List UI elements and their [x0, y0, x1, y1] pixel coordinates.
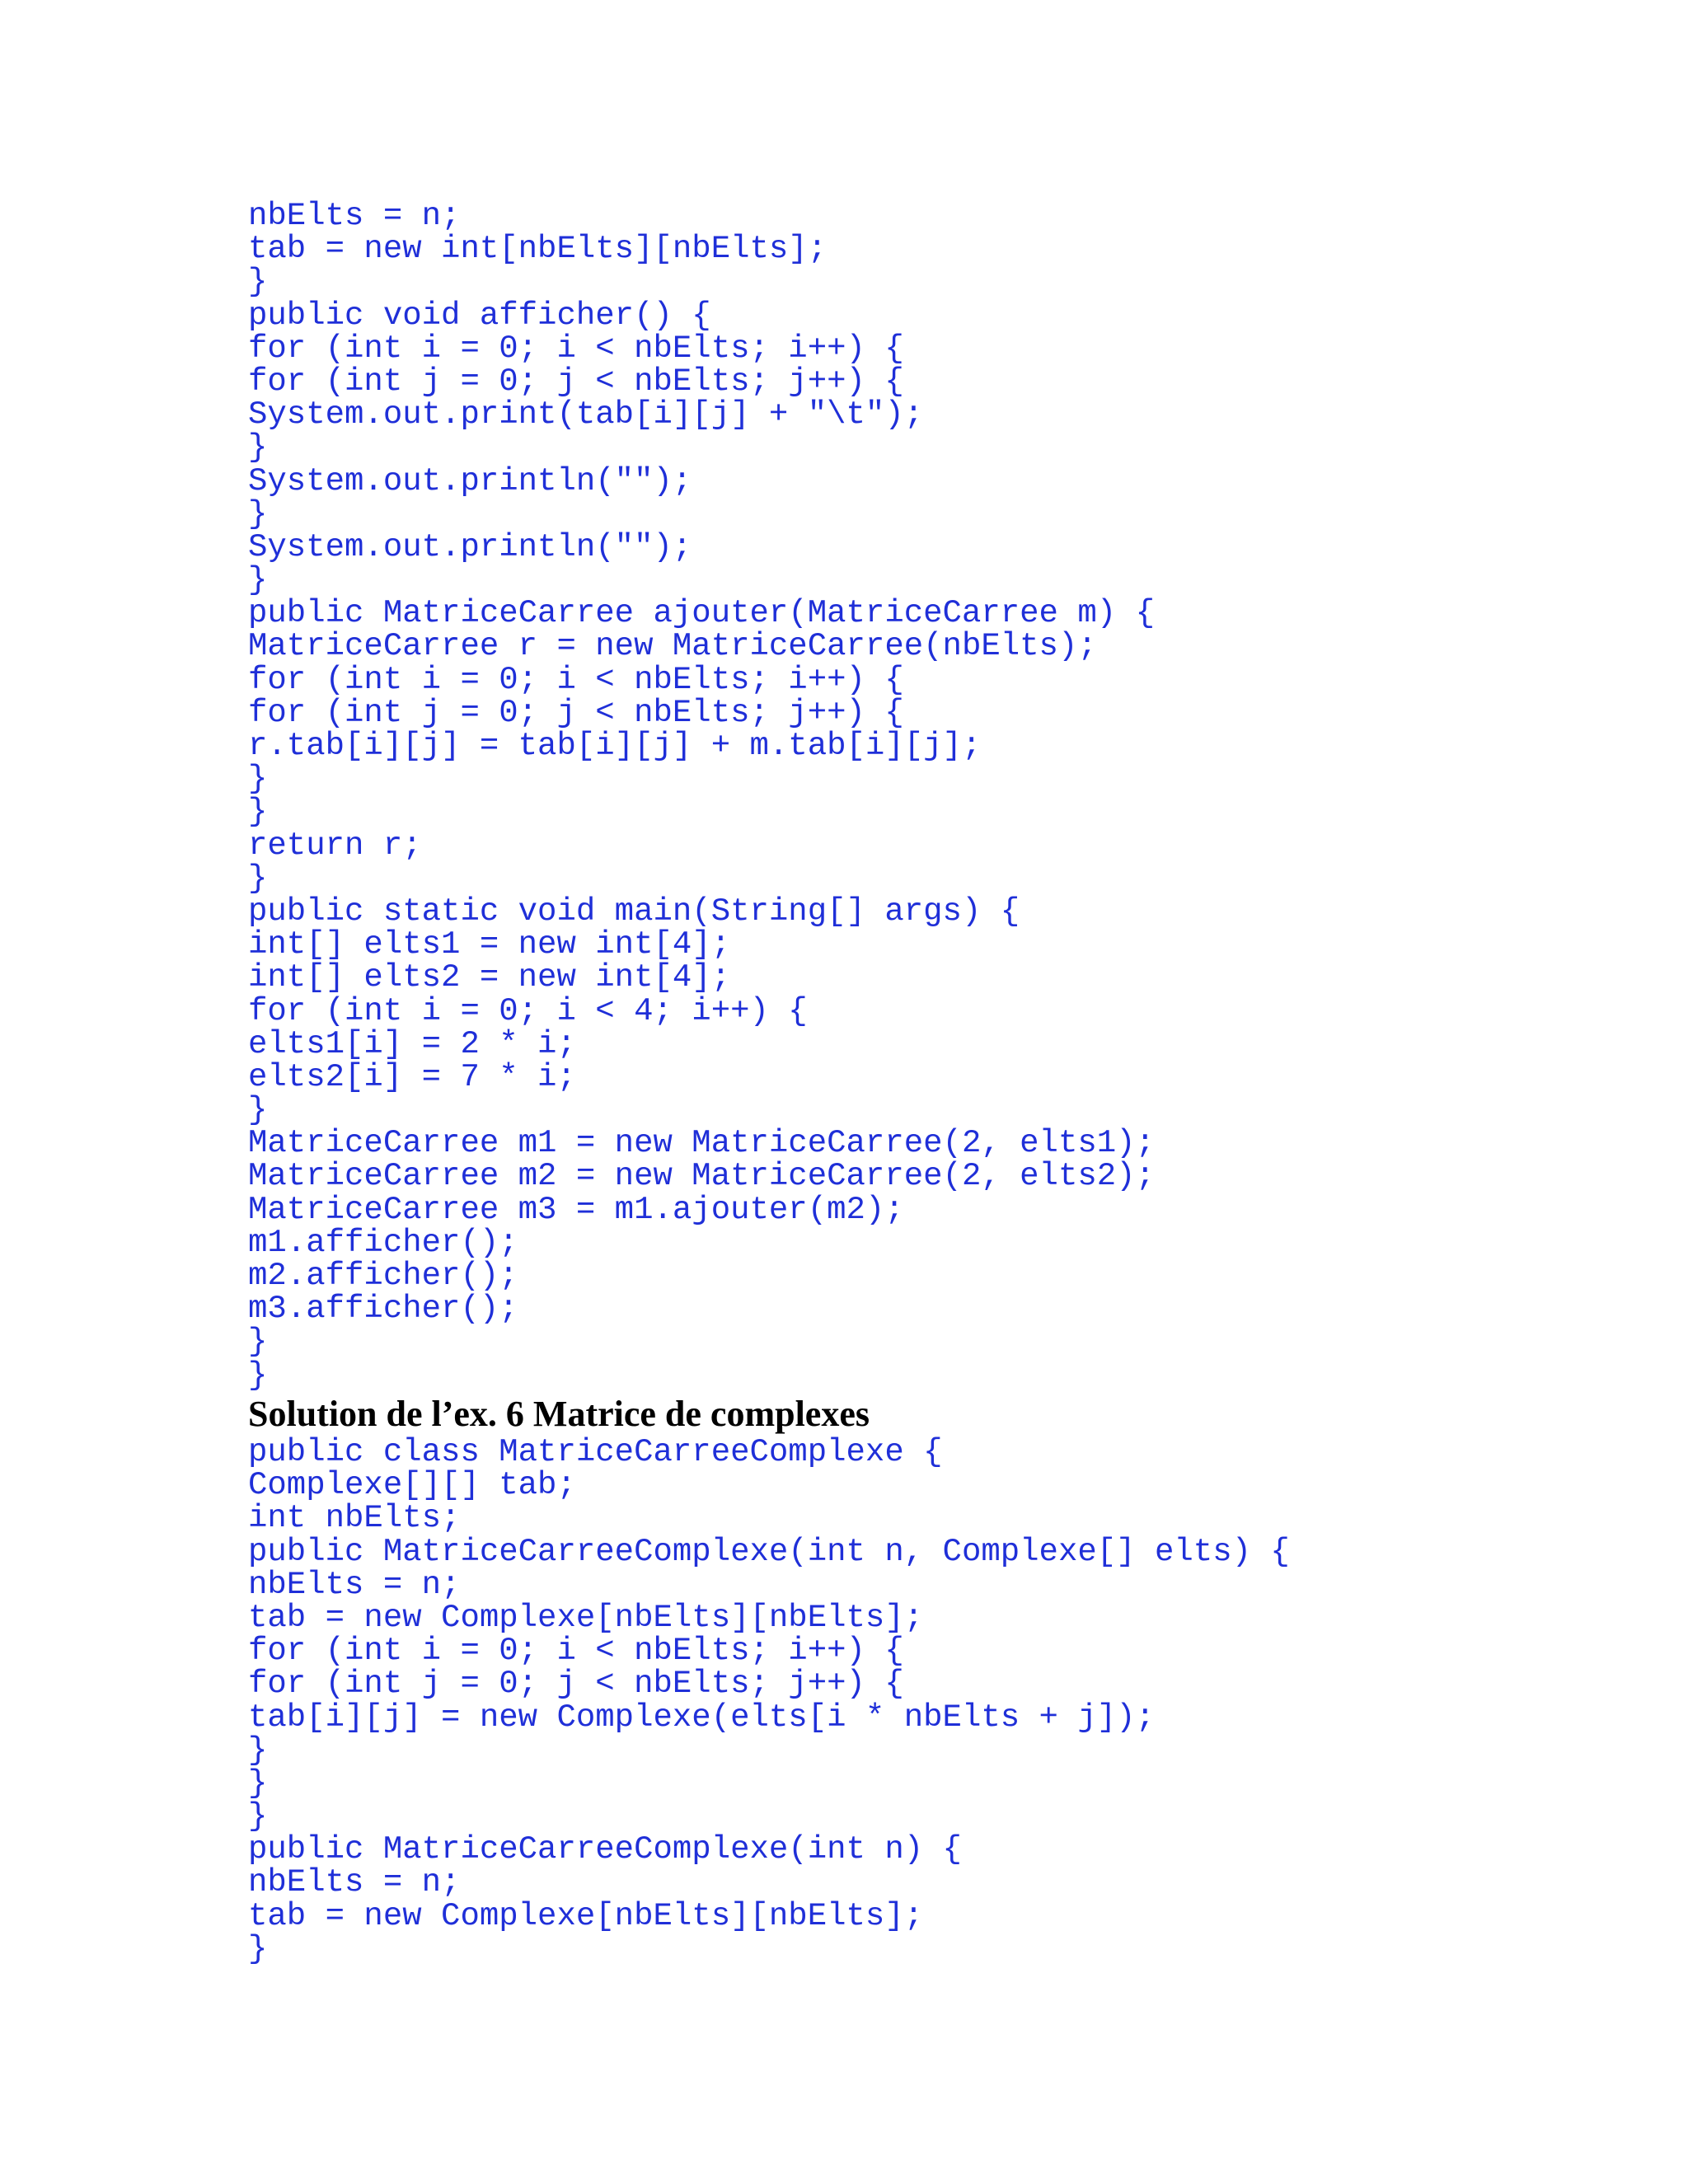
code-line: } — [248, 562, 268, 599]
code-line: tab = new int[nbElts][nbElts]; — [248, 231, 828, 268]
code-line: System.out.println(""); — [248, 462, 692, 499]
code-line: for (int j = 0; j < nbElts; j++) { — [248, 1666, 904, 1703]
code-line: Complexe[][] tab; — [248, 1467, 576, 1504]
code-line: } — [248, 1765, 268, 1802]
code-line: tab = new Complexe[nbElts][nbElts]; — [248, 1599, 924, 1636]
section-heading-container — [248, 1394, 870, 1435]
code-line: public MatriceCarreeComplexe(int n) { — [248, 1831, 962, 1868]
code-line: for (int j = 0; j < nbElts; j++) { — [248, 694, 904, 731]
code-line: } — [248, 1732, 268, 1769]
code-line: public class MatriceCarreeComplexe { — [248, 1434, 943, 1470]
code-line: r.tab[i][j] = tab[i][j] + m.tab[i][j]; — [248, 728, 982, 764]
code-block-matrice-carree-complexe — [248, 1436, 1290, 1966]
code-line: MatriceCarree m3 = m1.ajouter(m2); — [248, 1191, 904, 1228]
code-line: for (int j = 0; j < nbElts; j++) { — [248, 363, 904, 400]
code-line: } — [248, 794, 268, 831]
code-line: MatriceCarree m2 = new MatriceCarree(2, elts2); — [248, 1158, 1155, 1195]
code-line: } — [248, 1357, 268, 1394]
code-line: for (int i = 0; i < nbElts; i++) { — [248, 661, 904, 698]
code-line: System.out.println(""); — [248, 528, 692, 565]
code-line: elts1[i] = 2 * i; — [248, 1025, 576, 1062]
code-line: } — [248, 495, 268, 532]
code-line: int nbElts; — [248, 1500, 461, 1537]
code-line: elts2[i] = 7 * i; — [248, 1058, 576, 1095]
code-line: public void afficher() { — [248, 297, 711, 334]
code-line: int[] elts1 = new int[4]; — [248, 926, 731, 963]
code-line: public static void main(String[] args) { — [248, 893, 1020, 930]
code-line: tab[i][j] = new Complexe(elts[i * nbElts + j]); — [248, 1699, 1155, 1736]
code-line: System.out.print(tab[i][j] + "\t"); — [248, 396, 924, 434]
code-line: public MatriceCarree ajouter(MatriceCarree m) { — [248, 595, 1155, 632]
code-line: m2.afficher(); — [248, 1258, 518, 1294]
code-line: } — [248, 1092, 268, 1129]
code-line: for (int i = 0; i < nbElts; i++) { — [248, 1633, 904, 1670]
code-line: return r; — [248, 827, 422, 864]
code-line: tab = new Complexe[nbElts][nbElts]; — [248, 1897, 924, 1934]
code-line: m3.afficher(); — [248, 1291, 518, 1328]
code-line: m1.afficher(); — [248, 1224, 518, 1261]
code-line: } — [248, 1324, 268, 1361]
code-line: for (int i = 0; i < nbElts; i++) { — [248, 330, 904, 367]
code-line: } — [248, 429, 268, 466]
code-block-matrice-carree — [248, 199, 1155, 1392]
code-line: MatriceCarree r = new MatriceCarree(nbElts); — [248, 628, 1097, 665]
section-heading: Solution de l’ex. 6 Matrice de complexes — [248, 1394, 870, 1434]
code-line: } — [248, 264, 268, 301]
code-line: nbElts = n; — [248, 1864, 461, 1901]
code-line: } — [248, 761, 268, 798]
code-line: MatriceCarree m1 = new MatriceCarree(2, elts1); — [248, 1125, 1155, 1162]
code-line: for (int i = 0; i < 4; i++) { — [248, 992, 808, 1029]
code-line: int[] elts2 = new int[4]; — [248, 959, 731, 996]
code-line: public MatriceCarreeComplexe(int n, Complexe[] elts) { — [248, 1533, 1290, 1570]
code-line: } — [248, 1930, 268, 1967]
code-line: } — [248, 1798, 268, 1835]
code-line: nbElts = n; — [248, 1566, 461, 1603]
code-line: nbElts = n; — [248, 198, 461, 234]
code-line: } — [248, 860, 268, 897]
